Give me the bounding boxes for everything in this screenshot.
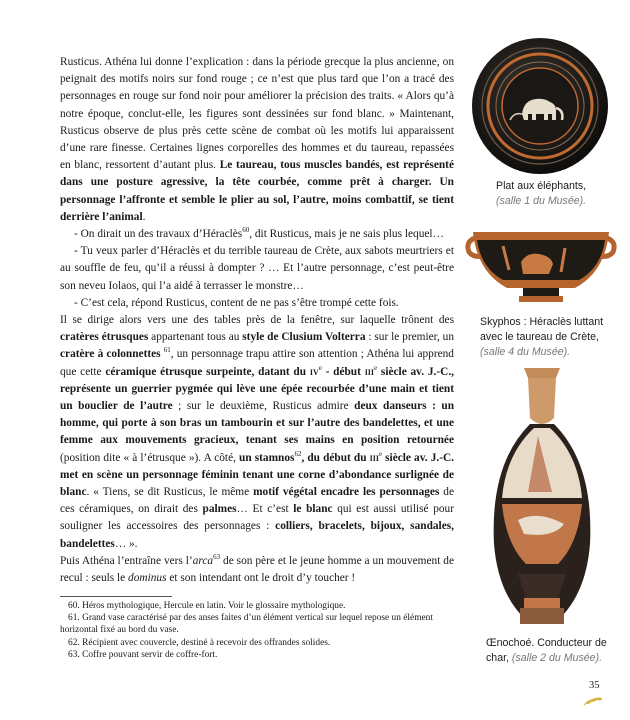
main-text [60, 54, 454, 587]
footnote-ref[interactable]: 62 [294, 449, 302, 458]
footnote-ref[interactable]: 60 [242, 226, 250, 235]
skyphos-image [465, 222, 617, 310]
footnote: 60. Héros mythologique, Hercule en latin. Voir le glossaire mythologique. [68, 601, 346, 611]
footnote: 63. Coffre pouvant servir de coffre-fort. [68, 649, 218, 660]
footnote-divider [60, 596, 172, 597]
paragraph: Puis Athéna l’entraîne vers l’arca$^{63}$ de son père et le jeune homme a un mouvement de recul : seuls le dominus et son intendant ont le droit d’y toucher ! [60, 553, 454, 585]
paragraph: Il se dirige alors vers une des tables près de la fenêtre, sur laquelle trônent des cratères étrusques appartenant tous au style de Clusium Volterra : sur le premier, un cratère à colonnettes $^{61}$, un personnage trapu attire son attention ; Athéna lui apprend que cette céramique étrusque surpeinte, datant du $iv^e$ - début iii$^e$ siècle av. J.-C., représente un guerrier pygmée qui lève une épée recourbée d’une main et tient un bouclier de l’autre ; sur le deuxième, Rusticus admire deux danseurs : un homme, qui porte à son bras un tambourin et sur l’autre des bandelettes, et une femme aux mouvements gracieux, tenant ses mains en position retournée (position dite « à l’étrusque »). A côté, un stamnos$^{62}$, du début du iii$^e$ siècle av. J.-C. met en scène un personnage féminin tenant une corne d’abondance surlignée de blanc. « Tiens, se dit Rusticus, le même motif végétal encadre les personnages de ces céramiques, on dirait des palmes… Et c’est le blanc qui est aussi utilisé pour souligner les accessoires des personnages : colliers, bracelets, bijoux, sandales, bandelettes… ». [60, 314, 455, 550]
footnote: 61. Grand vase caractérisé par des anses faites d’un élément vertical sur lequel repose un élément horizontal fixé au bord du vase. [60, 613, 433, 636]
oenochoe-caption: Œnochoé. Conducteur de char, (salle 2 du Musée). [486, 637, 607, 664]
footnotes [60, 600, 454, 661]
paragraph: Rusticus. Athéna lui donne l’explication : dans la période grecque la plus ancienne, on peignait des motifs noirs sur fond rouge ; ce n’est que plus tard que l’on a tracé des personnages en rouge sur fond noir pour améliorer la précision des traits. « Alors qu’à notre époque, conclut-elle, les figures sont dessinées sur fond blanc. » Maintenant, Rusticus observe de plus près cette scène de combat où les motifs lui apparaissent d’une rare finesse. Certaines lignes corporelles des hommes et du taureau, repassées en blanc, ressortent d’autant plus. Le taureau, tous muscles bandés, est représenté dans une posture agressive, la tête courbée, comme prêt à charger. Un personnage l’affronte et semble le plier au sol, l’autre, moins combattif, se tient derrière l’animal. [60, 56, 454, 223]
page-number: 35 [589, 680, 600, 691]
footnote-ref[interactable]: 63 [213, 553, 221, 562]
plate-caption: Plat aux éléphants, (salle 1 du Musée). [496, 180, 587, 207]
skyphos-caption: Skyphos : Héraclès luttant avec le taureau de Crète, (salle 4 du Musée). [480, 316, 604, 358]
footnote: 62. Récipient avec couvercle, destiné à recevoir des offrandes solides. [68, 637, 331, 648]
paragraph: - C’est cela, répond Rusticus, content de ne pas s’être trompé cette fois. [74, 296, 399, 309]
elephant-plate-image [470, 36, 610, 176]
oenochoe-image [488, 364, 596, 630]
footnote-ref[interactable]: 61 [163, 346, 171, 355]
paragraph: - On dirait un des travaux d’Héraclès$^{60}$, dit Rusticus, mais je ne sais plus lequel… [74, 226, 444, 241]
laurel-ornament-icon [582, 697, 604, 707]
paragraph: - Tu veux parler d’Héraclès et du terrible taureau de Crète, aux sabots meurtriers et au souffle de feu, qu’il a réussi à dompter ? … Et l’autre personnage, c’est peut-être son neveu Iolaos, qui l’a aidé à terrasser le monstre… [60, 245, 454, 292]
